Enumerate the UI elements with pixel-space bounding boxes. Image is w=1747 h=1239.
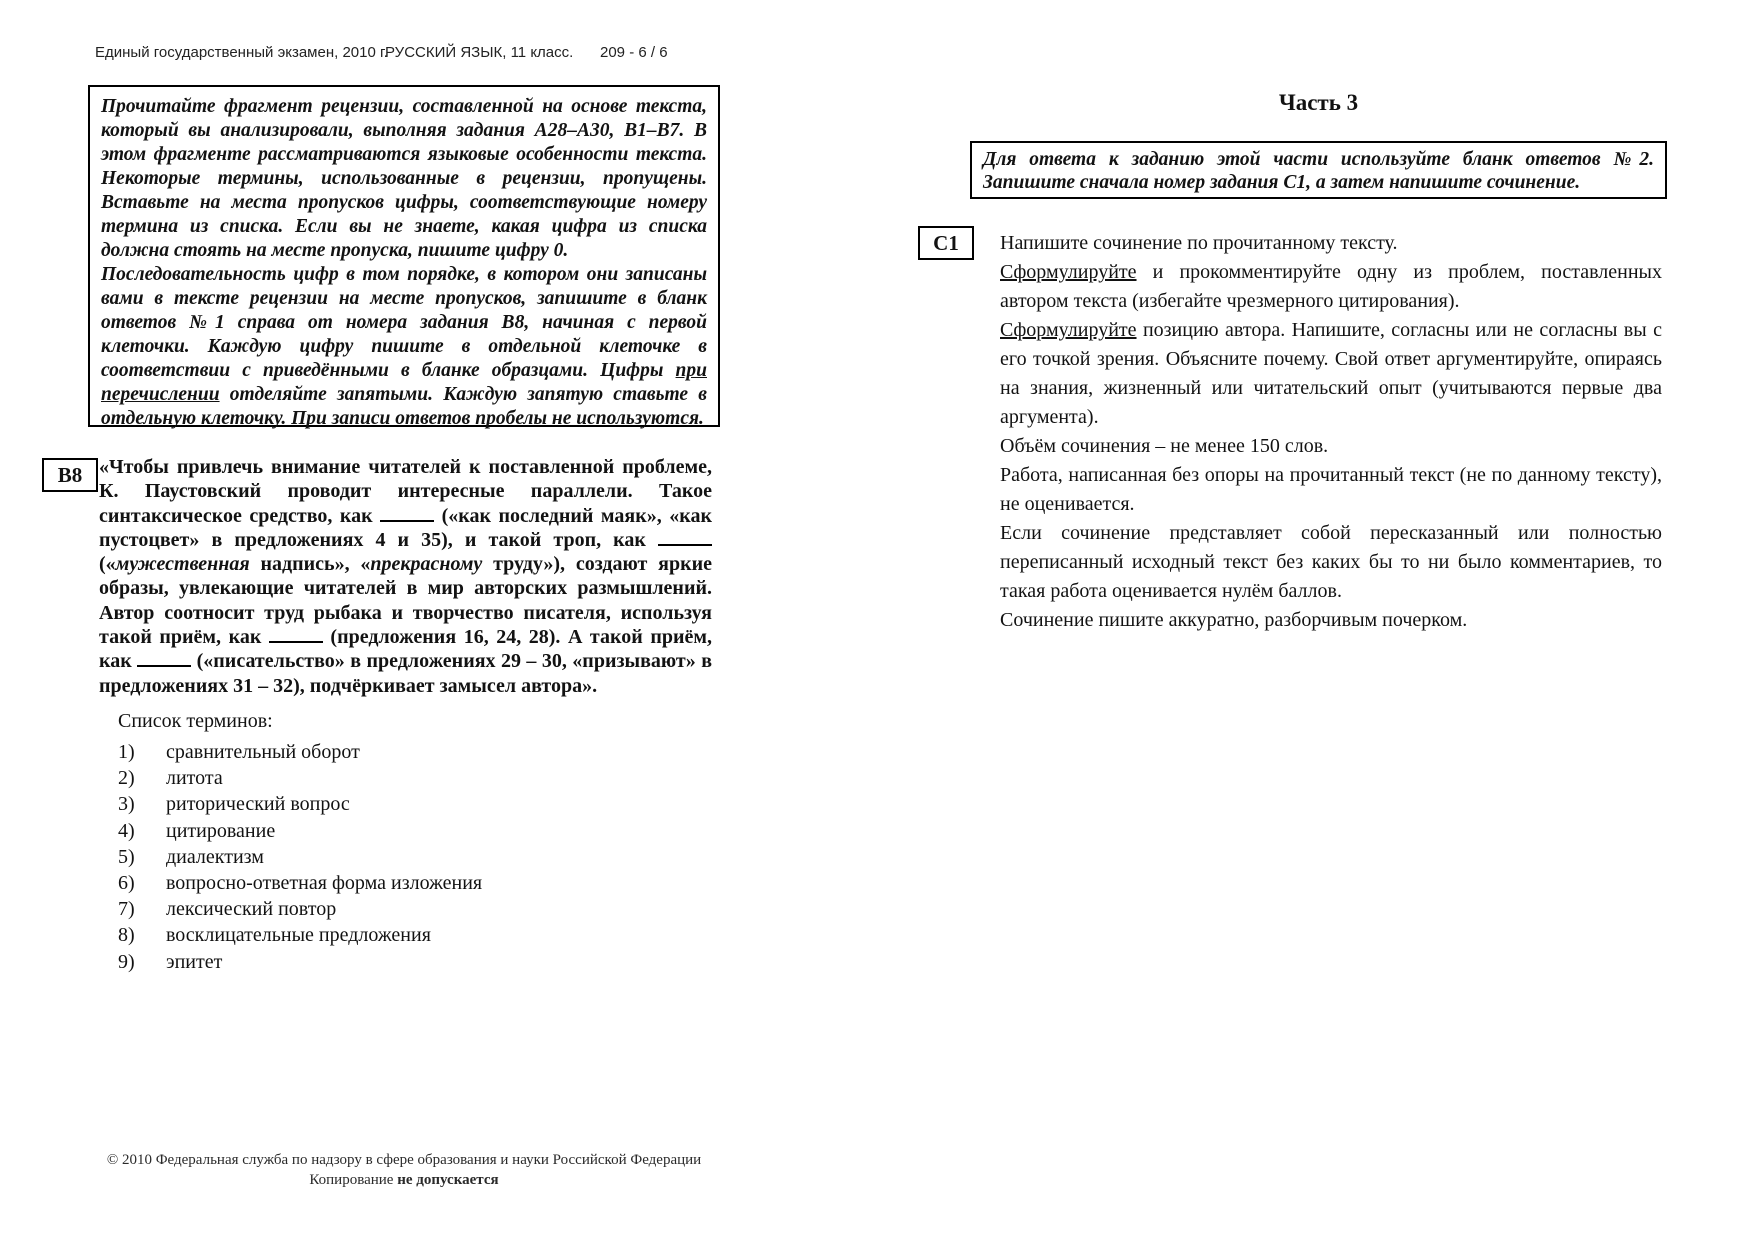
c1-paragraph-7: Сочинение пишите аккуратно, разборчивым почерком. [1000,609,1468,631]
answer-blank-4 [137,651,191,667]
c1-p3-underlined: Сформулируйте [1000,319,1137,341]
answer-blank-3 [269,627,323,643]
c1-paragraph-3 [1000,316,1662,432]
footer-notice-normal: Копирование [309,1172,398,1188]
part3-heading: Часть 3 [1278,90,1359,115]
answer-blank-1 [380,506,434,522]
term-label: лексический повтор [166,898,337,921]
instruction-p2-before: Последовательность цифр в том порядке, в котором они записаны вами в тексте рецензии на месте пропусков, запишите в бланк ответов №1 справа от номера задания В8, начиная с первой клеточки. Каждую цифру пишите в отдельной клеточке в соответствии с приведёнными в бланке образцами. Цифры [101,264,707,381]
b8-quote-s6: (предложения 16, 24, 28). А такой приём, как [99,626,712,673]
term-number: 4) [118,819,135,842]
term-label: диалектизм [166,845,264,868]
answer-blank-2 [658,530,712,546]
task-c1-label-text: С1 [933,230,959,255]
footer-copyright: © 2010 Федеральная служба по надзору в сфере образования и науки Российской Федерации [106,1152,702,1168]
header-page-code: 209 - 6 / 6 [600,44,668,61]
list-item [118,844,678,870]
term-number: 9) [118,950,135,973]
instruction-box-b8 [88,85,720,427]
list-item [118,949,678,975]
footer-notice-bold: не допускается [397,1172,499,1188]
term-number: 1) [118,741,135,763]
c1-p3-rest: позицию автора. Напишите, согласны или не согласны вы с его точкой зрения. Объясните почему. Свой ответ аргументируйте, опираясь на знания, жизненный или читательский опыт (учитываются первые два аргумента). [1000,319,1662,428]
b8-quote-s2: («как последний маяк», «как пустоцвет» в предложениях 4 и 35), и такой троп, как [99,504,712,551]
term-label: литота [166,767,223,790]
header-exam-title: Единый государственный экзамен, 2010 г. [95,44,388,61]
term-number: 2) [118,767,135,790]
term-label: восклицательные предложения [166,924,431,947]
instruction-paragraph-1 [101,95,707,263]
page-header [0,44,720,64]
c1-paragraph-5: Работа, написанная без опоры на прочитанный текст (не по данному тексту), не оценивается. [1000,464,1662,515]
term-number: 3) [118,793,135,816]
task-c1-text [1000,229,1662,635]
term-number: 7) [118,898,135,921]
term-number: 6) [118,872,135,895]
b8-quote-s4: надпись», « [249,553,371,576]
term-label: сравнительный оборот [166,741,360,763]
instruction-paragraph-2 [101,263,707,431]
task-b8-quote [99,455,712,698]
task-c1-label [918,226,974,260]
instruction-p2-underlined: при перечислении [101,360,707,405]
instruction-box-part3 [970,141,1667,199]
footer-copy-notice [88,1172,720,1189]
list-item [118,922,678,948]
instruction-p1-text: Прочитайте фрагмент рецензии, составленной на основе текста, который вы анализировали, выполняя задания А28–А30, В1–В7. В этом фрагменте рассматриваются языковые особенности текста. Некоторые термины, использованные в рецензии, пропущены. Вставьте на места пропусков цифры, соответствующие номеру термина из списка. Если вы не знаете, какая цифра из списка должна стоять на месте пропуска, пишите цифру 0. [101,96,707,261]
term-number: 5) [118,845,135,868]
list-item [118,870,678,896]
term-label: вопросно-ответная форма изложения [166,872,483,895]
list-item [118,818,678,844]
term-label: эпитет [166,950,223,973]
c1-p2-rest: и прокомментируйте одну из проблем, поставленных автором текста (избегайте чрезмерного цитирования). [1000,261,1662,312]
header-subject: РУССКИЙ ЯЗЫК, 11 класс. [385,44,574,61]
task-b8-label [42,458,98,492]
instruction-p2-after: отделяйте запятыми. Каждую запятую ставьте в отдельную клеточку. При записи ответов пробелы не используются. [101,384,707,429]
page-footer [88,1152,720,1189]
b8-quote-s3: (« [99,553,116,576]
terms-list [118,710,678,975]
part3-box-line2: Запишите сначала номер задания С1, а затем напишите сочинение. [983,172,1581,193]
list-item [118,896,678,922]
b8-quote-s7: («писательство» в предложениях 29 – 30, «призывают» в предложениях 31 – 32), подчёркивает замысел автора». [99,650,712,697]
term-label: цитирование [166,819,276,842]
term-label: риторический вопрос [166,793,350,816]
list-item [118,765,678,791]
part3-box-line1: Для ответа к заданию этой части используйте бланк ответов №2. [983,149,1654,170]
b8-quote-s3-italic: мужественная [115,553,250,576]
b8-quote-s5: труду»), создают яркие образы, увлекающие читателей в мир авторских размышлений. Автор соотносит труд рыбака и творчество писателя, используя такой приём, как [99,553,712,649]
terms-list-title: Список терминов: [118,710,273,732]
b8-quote-s4-italic: прекрасному [370,553,483,576]
c1-paragraph-6: Если сочинение представляет собой пересказанный или полностью переписанный исходный текст без каких бы то ни было комментариев, то такая работа оценивается нулём баллов. [1000,522,1662,602]
task-b8-label-text: В8 [57,462,83,487]
c1-paragraph-4: Объём сочинения – не менее 150 слов. [1000,435,1329,457]
term-number: 8) [118,924,135,947]
c1-paragraph-2 [1000,258,1662,316]
c1-p2-underlined: Сформулируйте [1000,261,1137,283]
b8-quote-s1: «Чтобы привлечь внимание читателей к поставленной проблеме, К. Паустовский проводит интересные параллели. Такое синтаксическое средство, как [99,456,712,527]
list-item [118,791,678,817]
list-item [118,739,678,765]
c1-paragraph-1: Напишите сочинение по прочитанному тексту. [1000,232,1398,254]
